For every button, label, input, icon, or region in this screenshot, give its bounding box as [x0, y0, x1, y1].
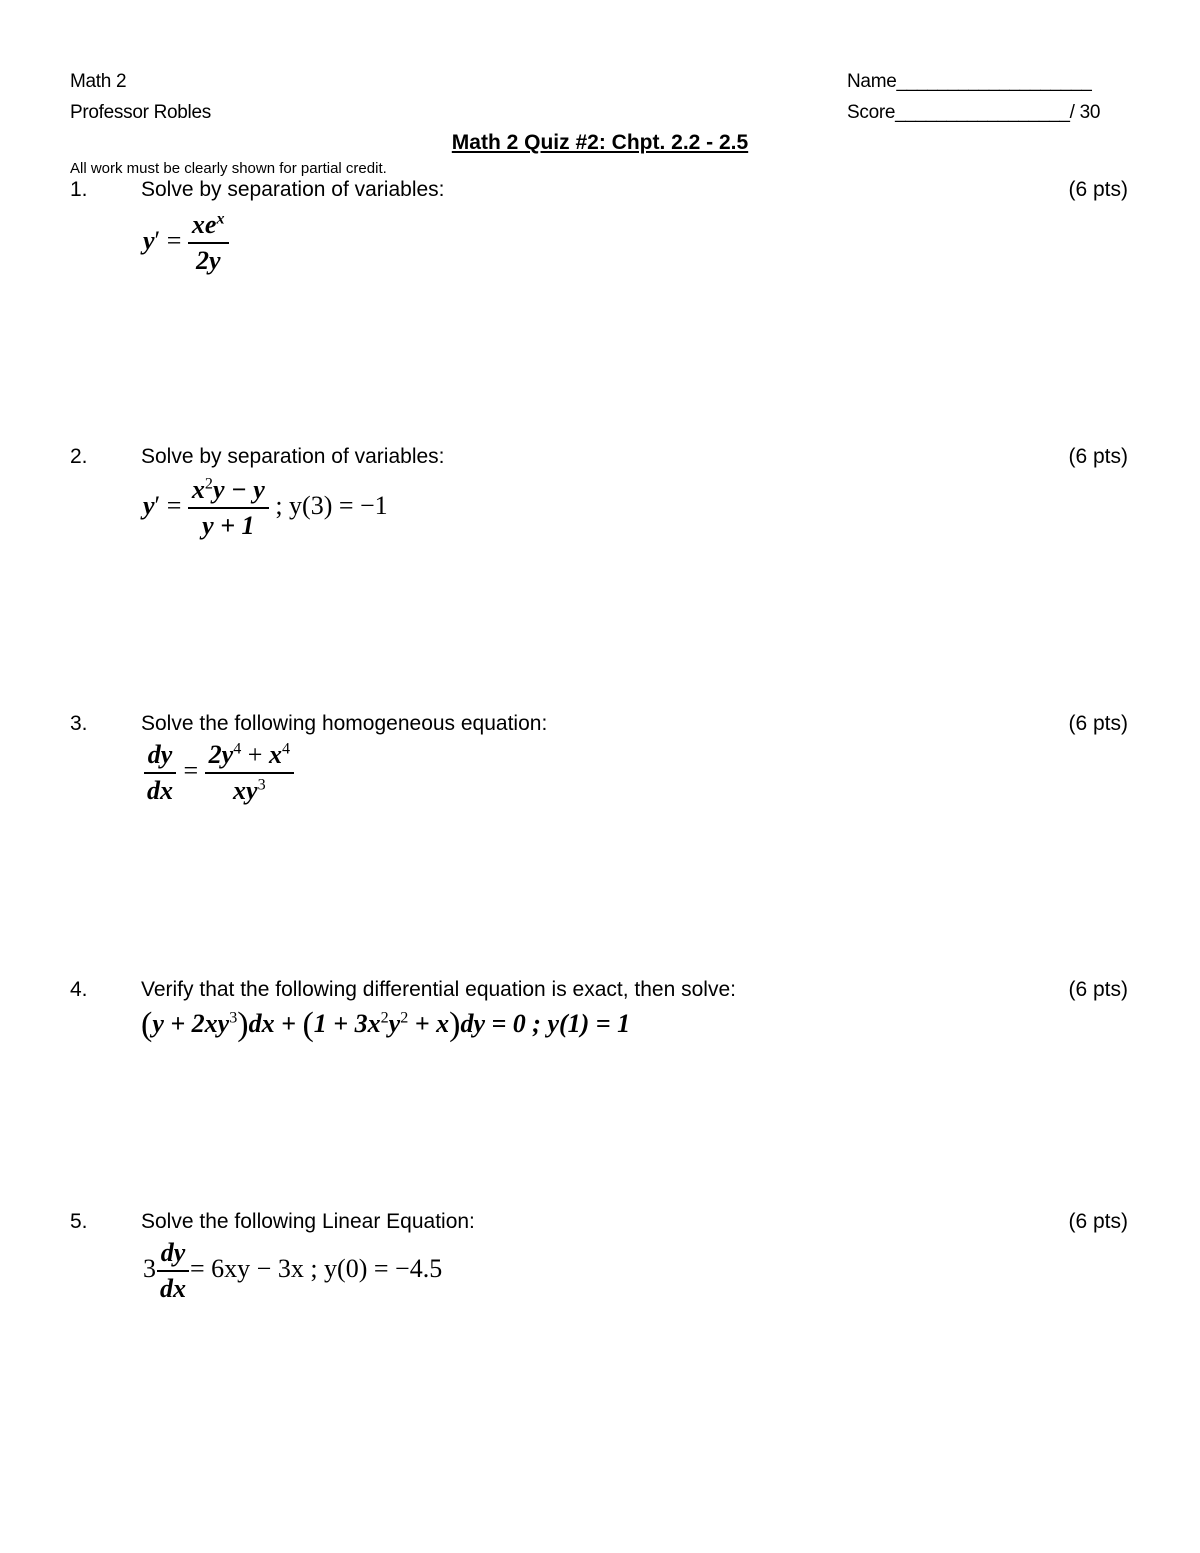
question-1-points: (6 pts) — [1068, 178, 1128, 201]
question-2-number: 2. — [70, 445, 88, 468]
question-3-equation: $\frac{dy}{dx}$ = $\frac{2y^4 + x^4}{xy^3}$ — [143, 740, 294, 806]
question-2-points: (6 pts) — [1068, 445, 1128, 468]
question-5-text: Solve the following Linear Equation: — [141, 1210, 475, 1233]
professor-label: Professor Robles — [70, 102, 211, 123]
page-title: Math 2 Quiz #2: Chpt. 2.2 - 2.5 — [451, 131, 749, 154]
score-field[interactable]: Score_________________/ 30 — [847, 102, 1101, 123]
question-5-number: 5. — [70, 1210, 88, 1233]
question-3-text: Solve the following homogeneous equation: — [141, 712, 548, 735]
question-5-equation: 3 $\frac{dy}{dx}$ = 6xy − 3x ; y(0) = −4.5 — [143, 1238, 443, 1303]
question-4-text: Verify that the following differential equation is exact, then solve: — [141, 978, 736, 1001]
question-1-number: 1. — [70, 178, 88, 201]
instructions-note: All work must be clearly shown for partial credit. — [70, 160, 387, 177]
question-2-text: Solve by separation of variables: — [141, 445, 445, 468]
question-4-equation: $(y + 2xy^3)dx + (1 + 3x^2y^2 + x)dy = 0$ ; y(1) = 1 — [141, 1006, 631, 1043]
question-3-points: (6 pts) — [1068, 712, 1128, 735]
course-label: Math 2 — [70, 71, 127, 92]
question-4-points: (6 pts) — [1068, 978, 1128, 1001]
question-4-number: 4. — [70, 978, 88, 1001]
question-5-points: (6 pts) — [1068, 1210, 1128, 1233]
question-1-equation: y′ = $\frac{xe^x}{2y}$ — [143, 210, 229, 276]
question-2-equation: y′ = $\frac{x^2y - y}{y + 1}$ ; y(3) = −1 — [143, 475, 388, 540]
name-field[interactable]: Name___________________ — [847, 71, 1092, 92]
question-3-number: 3. — [70, 712, 88, 735]
question-1-text: Solve by separation of variables: — [141, 178, 445, 201]
